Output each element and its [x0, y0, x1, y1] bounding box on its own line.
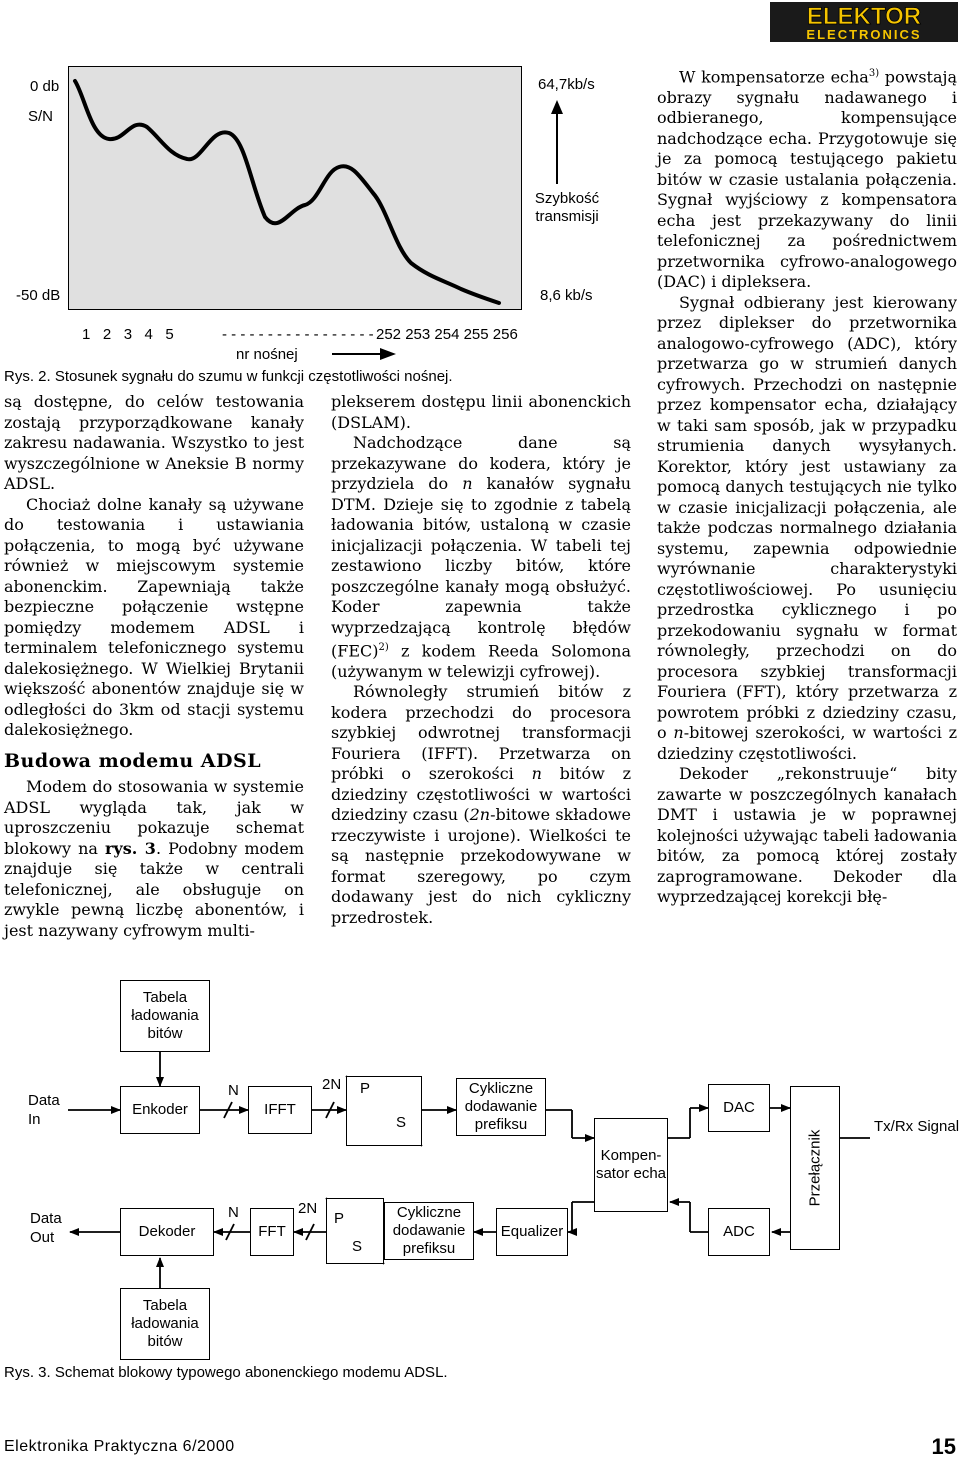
page-number: 15: [931, 1434, 956, 1459]
ps-top-p: P: [360, 1080, 371, 1097]
figure-2-caption: Rys. 2. Stosunek sygnału do szumu w funkcji częstotliwości nośnej.: [4, 368, 453, 385]
rate-arrow: [550, 100, 564, 188]
ps-converter-top: [346, 1076, 422, 1146]
logo-line2: ELECTRONICS: [806, 27, 922, 42]
col1-paragraph-3: [4, 777, 304, 941]
rate-label-1: Szybkość: [534, 190, 600, 207]
col2-paragraph-2: [331, 433, 631, 682]
elektor-logo: [770, 2, 958, 42]
col2-p2-text-a: Nadchodzące dane są przekazywane do kodera, który je przydziela do: [331, 433, 631, 493]
adc-block: ADC: [708, 1208, 770, 1256]
encoder-block: Enkoder: [120, 1086, 200, 1134]
x-ticks-end: 252 253 254 255 256: [376, 326, 518, 343]
y-top-label: 0 db: [30, 78, 60, 95]
rate-label: [532, 190, 602, 226]
rate-top-label: 64,7kb/s: [538, 76, 595, 93]
n-label-bottom: N: [228, 1204, 239, 1221]
col2-p3-text-b: bitów z dziedziny częstotliwości w wartości dziedziny czasu (: [331, 764, 632, 825]
col2-p3-text-c: -bitowe składowe rzeczywiste i urojone). Wielkości te są następnie przekodowywane w format szeregowy, po czym dodawany jest do nich cykliczny przedrostek.: [331, 805, 631, 927]
footnote-ref-3: 3): [868, 68, 880, 79]
col2-p3-text-a: Równoległy strumień bitów z kodera przechodzi do procesora szybkiej odwrotnej transformacji Fouriera (IFFT). Przetwarza on próbki o szerokości: [331, 682, 631, 784]
text-column-2: [331, 392, 631, 928]
y-bottom-label: -50 dB: [16, 287, 61, 304]
col2-p3-2n: 2n: [469, 805, 491, 825]
col2-p2-n: n: [462, 474, 473, 493]
switch-label: Przełącznik: [806, 1129, 824, 1207]
snr-curve: [69, 67, 520, 308]
col3-paragraph-1: [657, 64, 957, 293]
footnote-ref-2: 2): [378, 642, 389, 653]
y-sn-label: S/N: [28, 108, 54, 125]
x-axis-arrow: [332, 346, 396, 366]
ps-top-s: S: [396, 1114, 407, 1131]
x-ticks-dashes: - - - - - - - - - - - - - - - - -: [222, 326, 374, 343]
n-label-top: N: [228, 1082, 239, 1099]
col1-paragraph-2: Chociaż dolne kanały są używane do testowania i ustawiania połączenia, to mogą być używane również w miejscowym systemie abonenckim. Zapewniają także bezpieczne połączenie wstępne pomiędzy modemem ADSL i terminalem telefonicznego systemu dalekosiężnego. W Wielkiej Brytanii większość abonentów znajduje się w odległości do 3km od stacji systemu dalekosiężnego.: [4, 494, 304, 739]
snr-plot-area: [68, 66, 522, 310]
col3-p2-text-a: Sygnał odbierany jest kierowany przez diplekser do przetwornika analogowo-cyfrowego (ADC), który przetwarza go w strumień danych cyfrowych. Przechodzi on następnie przez kompensator echa, działający w taki sam sposób, jak w przypadku strumienia danych wysyłanych. Korektor, który jest ustawiany za pomocą danych testujących nie tylko w czasie inicjalizacji połączenia, ale także podczas normalnego działania systemu, zapewnia odpowiednie wyrównanie charakterystyki częstotliwościowej. Po usunięciu przedrostka cyklicznego i po przekodowaniu sygnału w format równoległy, przechodzi on do procesora szybkiej transformacji Fouriera (FFT), który przetwarza z powrotem próbki z dziedziny czasu, o: [657, 292, 957, 743]
logo-line1: ELEKTOR: [806, 3, 922, 30]
section-heading: Budowa modemu ADSL: [4, 749, 262, 772]
col1-p3-text-b: . Podobny modem znajduje się także w centrali telefonicznej, ale obsługuje on zwykle pewną liczbę abonentów, i jest nazywany cyfrowym multi-: [4, 838, 305, 940]
2n-label-bottom: 2N: [298, 1200, 318, 1217]
decoder-block: Dekoder: [120, 1208, 214, 1256]
bit-loading-table-bottom: Tabela ładowania bitów: [120, 1288, 210, 1360]
col2-paragraph-1: plekserem dostępu linii abonenckich (DSLAM).: [331, 392, 631, 432]
col1-paragraph-1: są dostępne, do celów testowania zostają przyporządkowane kanały zakresu nadawania. Wszystko to jest wyszczególnione w Aneksie B normy ADSL.: [4, 392, 304, 493]
echo-canceller-block: Kompen- sator echa: [594, 1118, 668, 1212]
2n-label-top: 2N: [322, 1076, 342, 1093]
col2-p2-text-b: kanałów sygnału DTM. Dzieje się to zgodnie z tabelą ładowania bitów, ustaloną w czasie inicjalizacji połączenia. W tabeli tej zestawiono liczby bitów, które poszczególne kanały mogą obsłużyć. Koder zapewnia także wyprzedzającą kontrolę błędów (FEC): [331, 474, 631, 661]
data-out-label: Data Out: [30, 1210, 62, 1246]
rate-bottom-label: 8,6 kb/s: [540, 287, 593, 304]
col2-paragraph-3: [331, 682, 631, 928]
txrx-label: Tx/Rx Signal: [874, 1118, 960, 1135]
col2-p2-text-c: z kodem Reeda Solomona (używanym w telewizji cyfrowej).: [331, 641, 631, 681]
text-column-1: [4, 392, 304, 941]
ps-bottom-s: S: [352, 1238, 363, 1255]
fft-block: FFT: [250, 1208, 294, 1256]
col3-p1-text-b: powstają obrazy sygnału nadawanego i odbieranego, kompensujące nadchodzące echa. Przygotowuje się je za pomocą testującego pakietu bitów w czasie ustalania połączenia. Sygnał wyjściowy z kompensatora echa jest przekazywany do linii telefonicznej za pośrednictwem przetwornika cyfrowo-analogowego (DAC) i dipleksera.: [657, 67, 958, 292]
ps-bottom-p: P: [334, 1210, 345, 1227]
data-in-label: Data In: [28, 1092, 60, 1128]
col3-p2-text-b: -bitowej szerokości, w wartości z dziedziny częstotliwości.: [657, 723, 958, 763]
cyclic-prefix-remove-bottom: Cykliczne dodawanie prefiksu: [384, 1202, 474, 1260]
x-ticks-start: 1 2 3 4 5: [82, 326, 174, 343]
col3-paragraph-2: [657, 293, 957, 765]
figure-reference: rys. 3: [104, 838, 156, 858]
col1-p3-text-a: Modem do stosowania w systemie ADSL wygląda tak, jak w uproszczeniu pokazuje schemat blokowy na: [4, 777, 304, 858]
rate-label-2: transmisji: [535, 208, 599, 225]
col2-p3-n: n: [531, 764, 542, 784]
figure-3-caption: Rys. 3. Schemat blokowy typowego abonenckiego modemu ADSL.: [4, 1364, 448, 1381]
col3-p1-text-a: W kompensatorze echa: [679, 67, 869, 87]
equalizer-block: Equalizer: [496, 1208, 568, 1256]
ifft-block: IFFT: [248, 1086, 312, 1134]
col3-p2-n: n: [673, 723, 684, 743]
switch-block: [790, 1086, 840, 1250]
bit-loading-table-top: Tabela ładowania bitów: [120, 980, 210, 1052]
dac-block: DAC: [708, 1084, 770, 1132]
x-axis-label: nr nośnej: [236, 346, 298, 363]
col3-paragraph-3: Dekoder „rekonstruuje“ bity zawarte w poszczególnych kanałach DMT i ustawia je w poprawnej kolejności używając tabeli ładowania bitów, za pomocą której zostały zaprogramowane. Dekoder dla wyprzedzającej korekcji błę-: [657, 764, 957, 907]
text-column-3: [657, 64, 957, 908]
journal-footer: Elektronika Praktyczna 6/2000: [4, 1438, 235, 1455]
cyclic-prefix-add-top: Cykliczne dodawanie prefiksu: [456, 1078, 546, 1136]
